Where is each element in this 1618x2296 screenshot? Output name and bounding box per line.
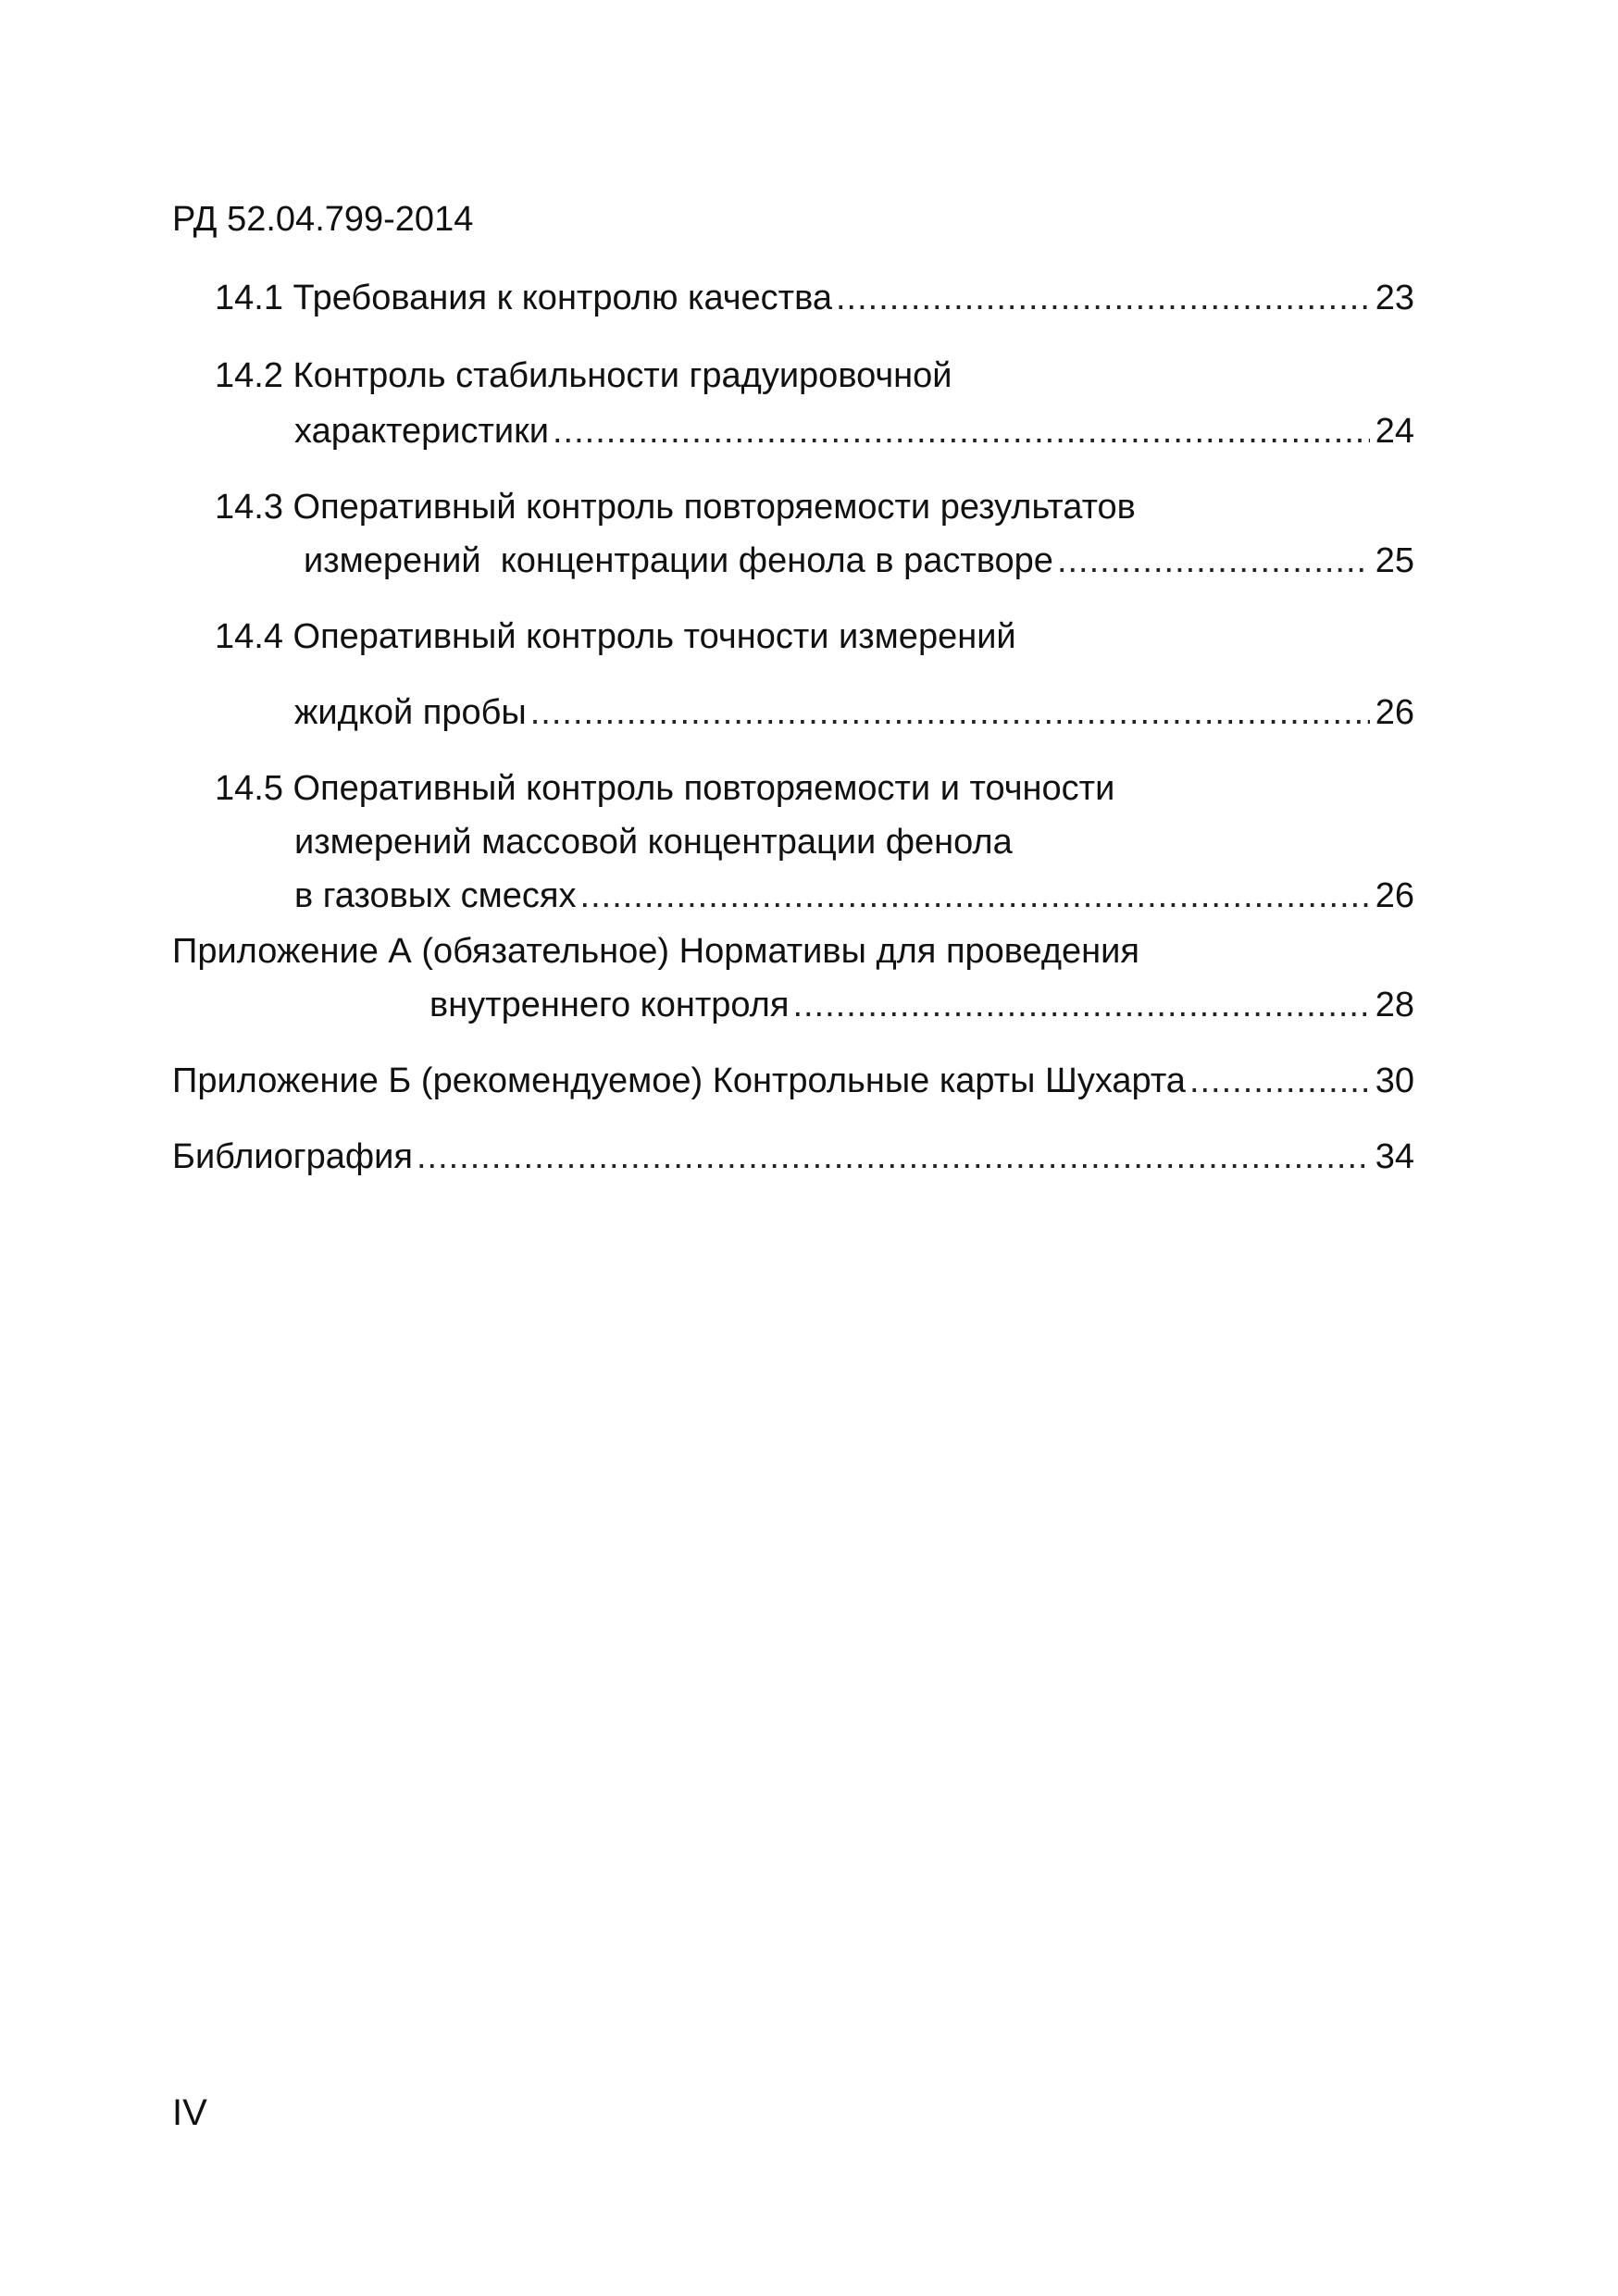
toc-entry-14-3[interactable] <box>215 485 1136 529</box>
toc-page-number: 28 <box>1375 986 1414 1024</box>
toc-entry-14-3-continuation[interactable] <box>304 539 1414 583</box>
toc-entry-appendix-a[interactable] <box>172 929 1139 974</box>
toc-page-number: 26 <box>1375 693 1414 732</box>
toc-leader-dots <box>530 690 1370 735</box>
toc-entry-title: 14.3 Оперативный контроль повторяемости результатов <box>215 488 1136 527</box>
toc-entry-title: 14.4 Оперативный контроль точности измерений <box>215 617 1016 656</box>
toc-entry-14-5-line-2 <box>294 820 1013 864</box>
toc-entry-title: внутреннего контроля <box>429 986 790 1024</box>
toc-leader-dots <box>417 1135 1370 1179</box>
toc-entry-title: характеристики <box>294 412 549 451</box>
toc-entry-title: жидкой пробы <box>294 693 527 732</box>
toc-entry-title: измерений концентрации фенола в растворе <box>304 541 1053 580</box>
toc-page-number: 24 <box>1375 412 1414 451</box>
toc-leader-dots <box>553 409 1370 453</box>
toc-leader-dots <box>836 276 1370 320</box>
toc-entry-title: 14.1 Требования к контролю качества <box>215 279 832 317</box>
toc-entry-title: в газовых смесях <box>294 876 577 915</box>
toc-page-number: 30 <box>1375 1061 1414 1100</box>
toc-entry-14-2[interactable] <box>215 354 952 398</box>
toc-leader-dots <box>1189 1059 1370 1103</box>
toc-entry-bibliography[interactable] <box>172 1135 1414 1179</box>
toc-entry-14-2-continuation[interactable] <box>294 409 1414 453</box>
toc-entry-14-5-continuation[interactable] <box>294 874 1414 918</box>
toc-entry-14-4-continuation[interactable] <box>294 690 1414 735</box>
document-code: РД 52.04.799-2014 <box>172 200 474 239</box>
toc-entry-14-1[interactable] <box>215 276 1414 320</box>
toc-leader-dots <box>580 874 1370 918</box>
toc-page-number: 25 <box>1375 541 1414 580</box>
toc-entry-title: 14.2 Контроль стабильности градуировочной <box>215 356 952 395</box>
toc-entry-title: Приложение Б (рекомендуемое) Контрольные карты Шухарта <box>172 1061 1186 1100</box>
toc-page-number: 26 <box>1375 876 1414 915</box>
toc-page-number: 34 <box>1375 1137 1414 1176</box>
toc-entry-appendix-a-continuation[interactable] <box>429 983 1414 1027</box>
toc-entry-title: Приложение А (обязательное) Нормативы для проведения <box>172 932 1139 971</box>
page-number: IV <box>172 2092 207 2133</box>
toc-entry-title: Библиография <box>172 1137 413 1176</box>
toc-entry-title: измерений массовой концентрации фенола <box>294 823 1013 862</box>
toc-entry-appendix-b[interactable] <box>172 1059 1414 1103</box>
toc-page-number: 23 <box>1375 279 1414 317</box>
toc-leader-dots <box>1057 539 1370 583</box>
toc-entry-14-5[interactable] <box>215 766 1114 811</box>
toc-leader-dots <box>792 983 1369 1027</box>
toc-entry-14-4[interactable] <box>215 614 1016 659</box>
toc-entry-title: 14.5 Оперативный контроль повторяемости и точности <box>215 769 1115 808</box>
